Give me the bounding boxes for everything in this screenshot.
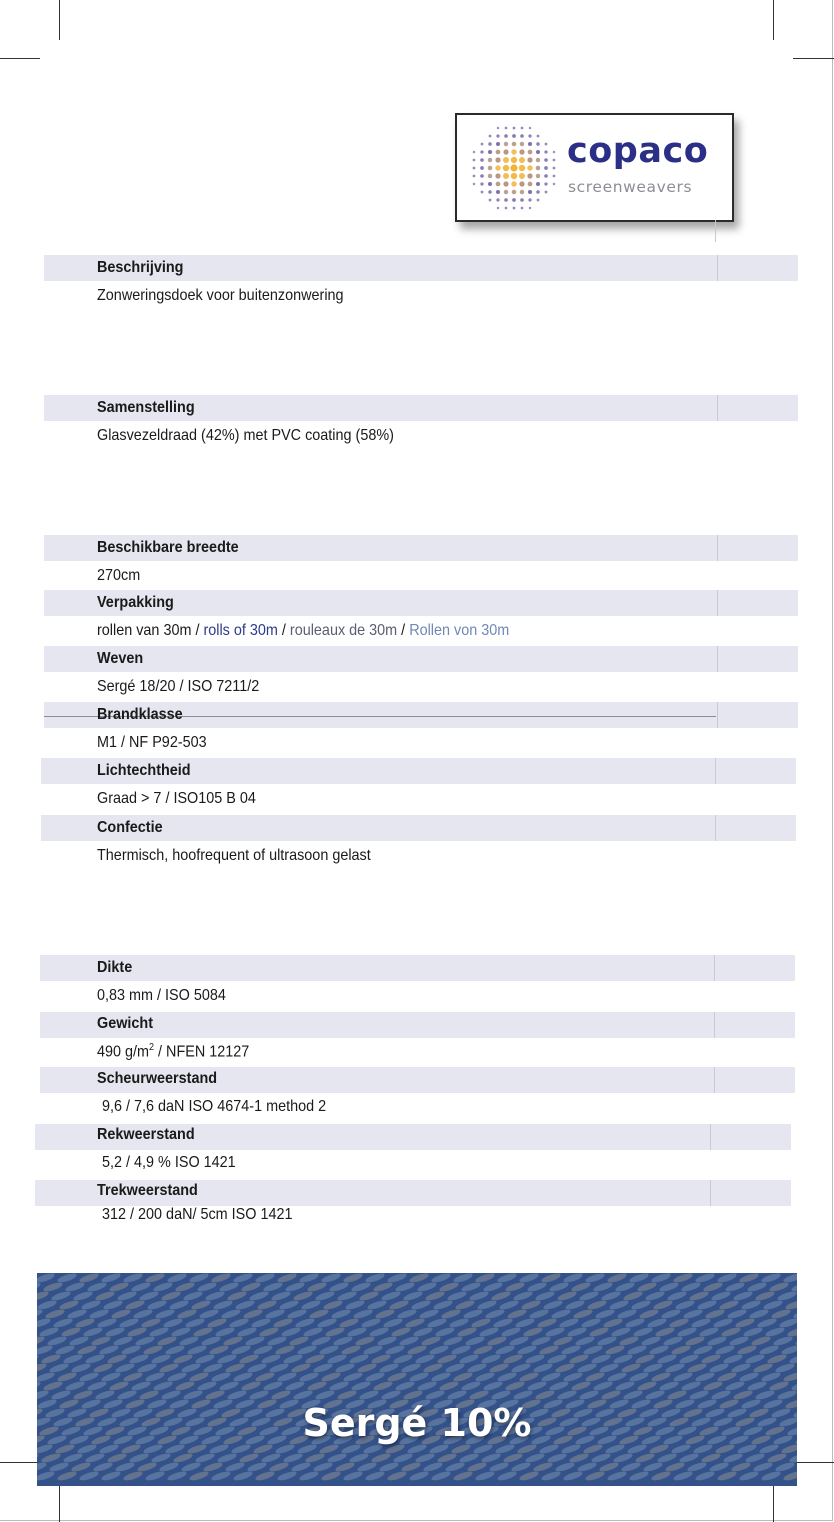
spec-value-lichtechtheid: Graad > 7 / ISO105 B 04: [97, 790, 256, 807]
separator: /: [277, 622, 290, 639]
fabric-title: Sergé 10%: [302, 1401, 532, 1445]
spec-value-brandklasse: M1 / NF P92-503: [97, 734, 207, 751]
spec-value-verpakking: [97, 622, 509, 640]
spec-label-confectie: Confectie: [97, 819, 163, 836]
gewicht-superscript: 2: [149, 1042, 155, 1053]
spec-value-samenstelling: Glasvezeldraad (42%) met PVC coating (58%): [97, 427, 394, 444]
spec-label-trekweerstand: Trekweerstand: [97, 1182, 198, 1199]
spec-label-rekweerstand: Rekweerstand: [97, 1126, 195, 1143]
crop-mark-bottom-left-v: [59, 1482, 60, 1522]
gewicht-main: 490 g/m: [97, 1043, 150, 1061]
spec-bar-weven: [44, 646, 798, 672]
verpakking-en: rolls of 30m: [203, 622, 278, 639]
spec-value-confectie: Thermisch, hoofrequent of ultrasoon gelast: [97, 847, 371, 864]
crop-mark-bottom-right-h: [793, 1462, 834, 1463]
spec-label-breedte: Beschikbare breedte: [97, 539, 239, 556]
spec-value-gewicht: [97, 1042, 249, 1061]
crop-mark-top-right-h: [793, 58, 834, 59]
fabric-swatch-image: [37, 1273, 797, 1486]
crop-mark-top-right-v: [773, 0, 774, 40]
spec-label-gewicht: Gewicht: [97, 1015, 154, 1032]
divider: [715, 220, 716, 242]
logo-name: copaco: [567, 131, 709, 171]
spec-value-beschrijving: Zonweringsdoek voor buitenzonwering: [97, 287, 344, 304]
spec-label-dikte: Dikte: [97, 959, 133, 976]
spec-label-beschrijving: Beschrijving: [97, 259, 184, 276]
spec-value-weven: Sergé 18/20 / ISO 7211/2: [97, 678, 260, 695]
dot-sphere-icon: [469, 123, 559, 213]
gewicht-rest: / NFEN 12127: [154, 1043, 250, 1061]
verpakking-nl: rollen van 30m: [97, 622, 192, 639]
separator: /: [397, 622, 410, 639]
crop-mark-top-left-h: [0, 58, 40, 59]
fabric-weave-texture: [37, 1273, 797, 1486]
spec-value-scheurweerstand: 9,6 / 7,6 daN ISO 4674-1 method 2: [102, 1098, 327, 1115]
spec-label-lichtechtheid: Lichtechtheid: [97, 762, 191, 779]
crop-mark-top-left-v: [59, 0, 60, 40]
logo-tagline: screenweavers: [568, 178, 693, 196]
spec-label-weven: Weven: [97, 650, 144, 667]
spec-label-samenstelling: Samenstelling: [97, 399, 195, 416]
copaco-logo: [455, 113, 734, 222]
spec-label-scheurweerstand: Scheurweerstand: [97, 1070, 218, 1087]
spec-label-verpakking: Verpakking: [97, 594, 174, 611]
crop-mark-bottom-right-v: [773, 1482, 774, 1522]
verpakking-de: Rollen von 30m: [409, 622, 510, 639]
spec-label-brandklasse: Brandklasse: [97, 706, 183, 723]
crop-mark-bottom-left-h: [0, 1462, 40, 1463]
spec-bar-gewicht: [40, 1012, 795, 1038]
spec-value-breedte: 270cm: [97, 567, 141, 584]
spec-bar-dikte: [40, 955, 795, 981]
verpakking-fr: rouleaux de 30m: [289, 622, 398, 639]
spec-value-rekweerstand: 5,2 / 4,9 % ISO 1421: [102, 1154, 236, 1171]
spec-value-trekweerstand: 312 / 200 daN/ 5cm ISO 1421: [102, 1206, 293, 1223]
separator: /: [191, 622, 204, 639]
spec-value-dikte: 0,83 mm / ISO 5084: [97, 987, 226, 1004]
